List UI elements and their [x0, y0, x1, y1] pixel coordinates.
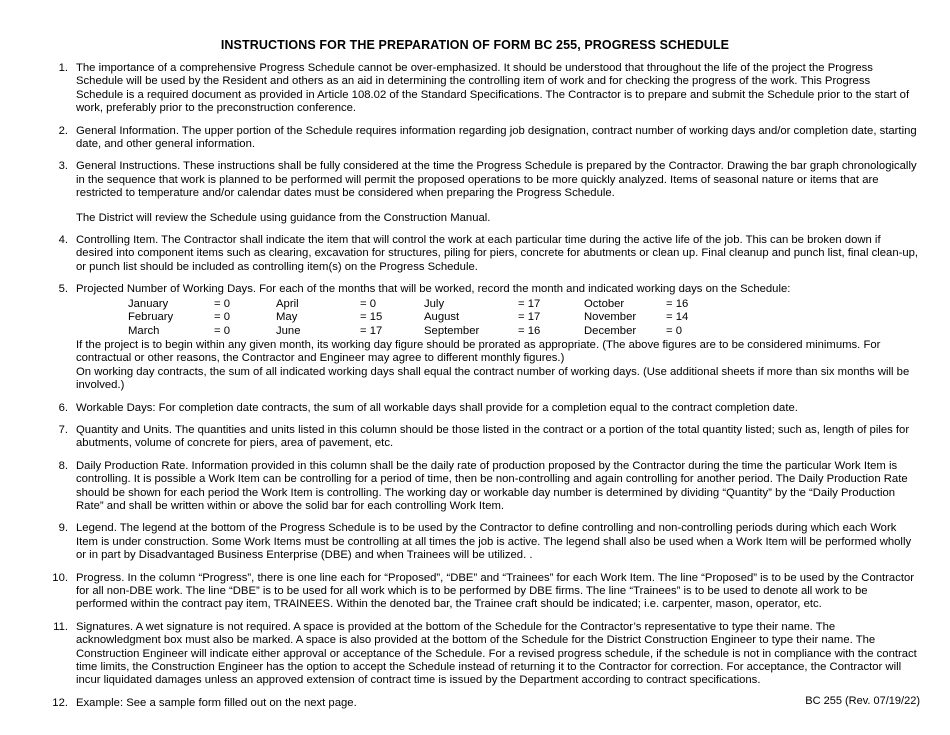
list-item	[30, 125, 920, 152]
month-name: April	[276, 297, 299, 310]
month-name: November	[584, 311, 637, 324]
working-days-table	[128, 298, 726, 338]
item-number: 2.	[58, 124, 68, 137]
item-number: 11.	[53, 620, 68, 633]
item-number: 12.	[52, 696, 68, 709]
item-paragraph: General Instructions. These instructions shall be fully considered at the time the Progress Schedule is prepared by the Contractor. Drawing the bar graph chronologically in the sequence that work is planned to be performed will permit the proposed operations to be more quickly analyzed. Items of seasonal nature or items that are restricted to temperature and/or calendar dates must be considered when preparing the Progress Schedule.	[76, 160, 917, 200]
list-item	[30, 402, 920, 415]
month-name: January	[128, 297, 169, 310]
item-paragraph: On working day contracts, the sum of all indicated working days shall equal the contract number of working days. (Use additional sheets if more than six months will be involved.)	[76, 365, 910, 392]
month-name: May	[276, 311, 298, 324]
month-name: December	[584, 324, 637, 337]
table-row	[128, 311, 726, 324]
table-row	[128, 298, 726, 311]
item-paragraph: Signatures. A wet signature is not required. A space is provided at the bottom of the Schedule for the Contractor’s representative to type their name. The acknowledgment box must also be marked. A space is also provided at the bottom of the Schedule for the District Construction Engineer to type their name. The Construction Engineer will indicate either approval or acceptance of the Schedule. For a revised progress schedule, if the schedule is not in compliance with the contract time limits, the Construction Engineer has the option to accept the Schedule instead of returning it to the Contractor for correction. For acceptance, the Contractor will incur liquidated damages unless an approved extension of contract time is issued by the Department according to contract specifications.	[76, 620, 917, 687]
month-name: September	[424, 324, 480, 337]
month-value: = 14	[666, 311, 689, 324]
month-value: = 15	[360, 311, 383, 324]
list-item	[30, 460, 920, 514]
item-paragraph: Example: See a sample form filled out on the next page.	[76, 696, 357, 709]
month-name: October	[584, 297, 625, 310]
month-value: = 0	[666, 324, 683, 337]
item-number: 10.	[52, 571, 68, 584]
item-paragraph: If the project is to begin within any given month, its working day figure should be prorated as appropriate. (The above figures are to be considered minimums. For contractual or other reasons, the Contractor and Engineer may agree to different monthly figures.)	[76, 338, 881, 365]
item-paragraph: Quantity and Units. The quantities and units listed in this column should be those listed in the contract or a portion of the total quantity listed; such as, length of piles for abutments, volume of concrete for piers, area of pavement, etc.	[76, 423, 910, 450]
month-name: August	[424, 311, 460, 324]
page-title: INSTRUCTIONS FOR THE PREPARATION OF FORM BC 255, PROGRESS SCHEDULE	[220, 38, 730, 52]
month-value: = 0	[214, 311, 231, 324]
month-name: February	[128, 311, 174, 324]
list-item	[30, 572, 920, 612]
list-item	[30, 621, 920, 688]
item-number: 7.	[58, 423, 68, 436]
item-number: 9.	[58, 522, 68, 535]
item-number: 3.	[58, 160, 68, 173]
month-value: = 16	[518, 324, 541, 337]
month-value: = 17	[518, 311, 541, 324]
item-paragraph: The importance of a comprehensive Progress Schedule cannot be over-emphasized. It should be understood that throughout the life of the project the Progress Schedule will be used by the Resident and others as an aid in determining the controlling item of work and for checking the progress of the work. This Progress Schedule is a required document as provided in Article 108.02 of the Standard Specifications. The Contractor is to prepare and submit the Schedule prior to the start of work, preferably prior to the preconstruction conference.	[76, 62, 910, 115]
item-number: 4.	[58, 234, 68, 247]
list-item	[30, 160, 920, 225]
item-paragraph: The District will review the Schedule using guidance from the Construction Manual.	[76, 211, 491, 224]
item-number: 5.	[58, 283, 68, 296]
item-paragraph: Progress. In the column “Progress”, there is one line each for “Proposed”, “DBE” and “Trainees” for each Work Item. The line “Proposed” is to be used by the Contractor for all non-DBE work. The line “DBE” is to be used for all work which is to be performed by DBE firms. The line “Trainees” is to be used to denote all work to be performed within the contract pay item, TRAINEES. Within the denoted bar, the Trainee craft should be indicated; i.e. carpenter, mason, operator, etc.	[76, 571, 915, 611]
month-value: = 17	[518, 297, 541, 310]
month-value: = 16	[666, 297, 689, 310]
item-number: 6.	[58, 401, 68, 414]
item-paragraph: Controlling Item. The Contractor shall indicate the item that will control the work at each particular time during the active life of the job. This can be broken down if desired into component items such as clearing, excavation for structures, piling for piers, concrete for abutments or clean up. Final cleanup and punch list, final clean-up, or punch list should be included as controlling item(s) on the Progress Schedule.	[76, 234, 919, 273]
month-name: June	[276, 324, 301, 337]
list-item	[30, 62, 920, 116]
item-paragraph: Daily Production Rate. Information provided in this column shall be the daily rate of production proposed by the Contractor during the time the particular Work Item is controlling. It is possible a Work Item can be controlling for a period of time, then be non-controlling and again controlling for another period. The Daily Production Rate should be shown for each period the Work Item is controlling. The working day or workable day number is determined by dividing “Quantity” by the “Daily Production Rate” and shall be written within or above the solid bar for each controlling Work Item.	[76, 459, 908, 512]
month-value: = 0	[214, 324, 231, 337]
item-number: 8.	[58, 459, 68, 472]
item-paragraph: General Information. The upper portion of the Schedule requires information regarding job designation, contract number of working days and/or completion date, starting date, and other general information.	[76, 124, 917, 151]
item-paragraph: Legend. The legend at the bottom of the Progress Schedule is to be used by the Contractor to define controlling and non-controlling periods during which each Work Item is under construction. Some Work Items must be controlling at all times the job is active. The legend shall also be used when a Work Item will be performed wholly or in part by Disadvantaged Business Enterprise (DBE) and when Trainees will be utilized. .	[76, 522, 912, 562]
instructions-list	[30, 62, 920, 710]
list-item	[30, 424, 920, 451]
month-name: March	[128, 324, 160, 337]
list-item	[30, 234, 920, 274]
list-item	[30, 697, 920, 710]
list-item	[30, 283, 920, 392]
item-paragraph: Workable Days: For completion date contracts, the sum of all workable days shall provide for a completion equal to the contract completion date.	[76, 401, 798, 414]
list-item	[30, 522, 920, 562]
table-row	[128, 325, 726, 338]
item-lead-text: Projected Number of Working Days. For each of the months that will be worked, record the month and indicated working days on the Schedule:	[76, 283, 791, 296]
month-value: = 0	[214, 297, 231, 310]
month-value: = 0	[360, 297, 377, 310]
form-revision-footer: BC 255 (Rev. 07/19/22)	[805, 695, 920, 707]
month-value: = 17	[360, 324, 383, 337]
item-number: 1.	[58, 62, 68, 74]
month-name: July	[424, 297, 445, 310]
